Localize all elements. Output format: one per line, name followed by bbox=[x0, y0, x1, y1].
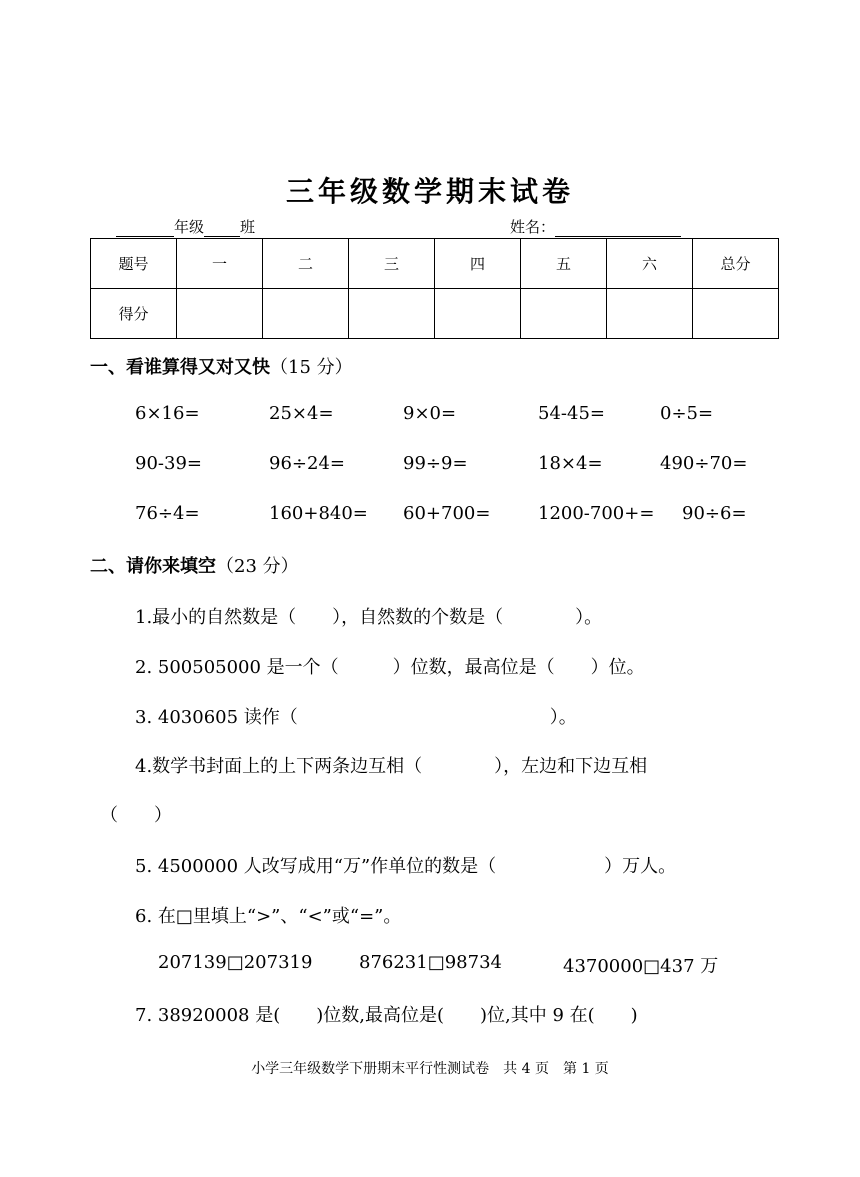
calc-item[interactable]: 0÷5= bbox=[660, 403, 714, 424]
calc-item[interactable]: 18×4= bbox=[538, 453, 603, 474]
compare-item[interactable]: 4370000□437 万 bbox=[563, 956, 719, 977]
page-title: 三年级数学期末试卷 bbox=[285, 175, 574, 208]
name-label: 姓名： bbox=[510, 218, 556, 236]
score-cell[interactable] bbox=[349, 289, 435, 339]
calc-item[interactable]: 76÷4= bbox=[135, 503, 200, 524]
score-header-row bbox=[91, 239, 779, 289]
question-4-continued[interactable]: （ ） bbox=[100, 805, 172, 826]
question-7[interactable]: 7. 38920008 是( )位数,最高位是( )位,其中 9 在( ) bbox=[135, 1005, 638, 1026]
score-value-row bbox=[91, 289, 779, 339]
section2-title: 二、请你来填空 bbox=[90, 556, 216, 577]
question-2[interactable]: 2. 500505000 是一个（ ）位数，最高位是（ ）位。 bbox=[135, 657, 645, 678]
name-blank[interactable] bbox=[555, 218, 681, 237]
score-table bbox=[90, 238, 779, 339]
grade-label: 年级 bbox=[174, 218, 205, 236]
question-4[interactable]: 4.数学书封面上的上下两条边互相（ ），左边和下边互相 bbox=[135, 756, 648, 777]
score-cell[interactable] bbox=[177, 289, 263, 339]
calc-item[interactable]: 160+840= bbox=[269, 503, 368, 524]
grade-class-line bbox=[116, 216, 255, 237]
score-cell[interactable] bbox=[521, 289, 607, 339]
score-header-cell: 题号 bbox=[91, 239, 177, 289]
score-header-cell: 五 bbox=[521, 239, 607, 289]
class-label: 班 bbox=[240, 218, 256, 236]
question-3[interactable]: 3. 4030605 读作（ ）。 bbox=[135, 707, 577, 728]
section1-points: （15 分） bbox=[270, 357, 353, 378]
calc-item[interactable]: 90-39= bbox=[135, 453, 202, 474]
class-blank[interactable] bbox=[204, 218, 240, 237]
compare-item[interactable]: 207139□207319 bbox=[158, 952, 313, 973]
section1-title: 一、看谁算得又对又快 bbox=[90, 357, 270, 378]
calc-item[interactable]: 90÷6= bbox=[682, 503, 747, 524]
score-header-cell: 三 bbox=[349, 239, 435, 289]
score-header-cell: 四 bbox=[435, 239, 521, 289]
score-header-cell: 总分 bbox=[693, 239, 779, 289]
question-5[interactable]: 5. 4500000 人改写成用“万”作单位的数是（ ）万人。 bbox=[135, 856, 677, 877]
section1-heading bbox=[90, 353, 353, 379]
page-footer: 小学三年级数学下册期末平行性测试卷 共 4 页 第 1 页 bbox=[251, 1061, 609, 1077]
name-line bbox=[510, 216, 681, 237]
section2-points: （23 分） bbox=[216, 556, 299, 577]
calc-item[interactable]: 9×0= bbox=[403, 403, 457, 424]
score-cell[interactable] bbox=[693, 289, 779, 339]
score-row-label: 得分 bbox=[91, 289, 177, 339]
calc-item[interactable]: 96÷24= bbox=[269, 453, 345, 474]
grade-blank[interactable] bbox=[116, 218, 174, 237]
score-cell[interactable] bbox=[263, 289, 349, 339]
calc-item[interactable]: 1200-700+= bbox=[538, 503, 655, 524]
compare-item[interactable]: 876231□98734 bbox=[359, 952, 502, 973]
calc-item[interactable]: 6×16= bbox=[135, 403, 200, 424]
score-header-cell: 二 bbox=[263, 239, 349, 289]
section2-heading bbox=[90, 552, 299, 578]
score-cell[interactable] bbox=[435, 289, 521, 339]
calc-item[interactable]: 99÷9= bbox=[403, 453, 468, 474]
calc-item[interactable]: 25×4= bbox=[269, 403, 334, 424]
score-header-cell: 一 bbox=[177, 239, 263, 289]
calc-item[interactable]: 490÷70= bbox=[660, 453, 748, 474]
question-6: 6. 在□里填上“>”、“<”或“=”。 bbox=[135, 906, 402, 927]
score-cell[interactable] bbox=[607, 289, 693, 339]
calc-item[interactable]: 54-45= bbox=[538, 403, 605, 424]
score-header-cell: 六 bbox=[607, 239, 693, 289]
calc-item[interactable]: 60+700= bbox=[403, 503, 491, 524]
question-1[interactable]: 1.最小的自然数是（ ），自然数的个数是（ ）。 bbox=[135, 607, 603, 628]
